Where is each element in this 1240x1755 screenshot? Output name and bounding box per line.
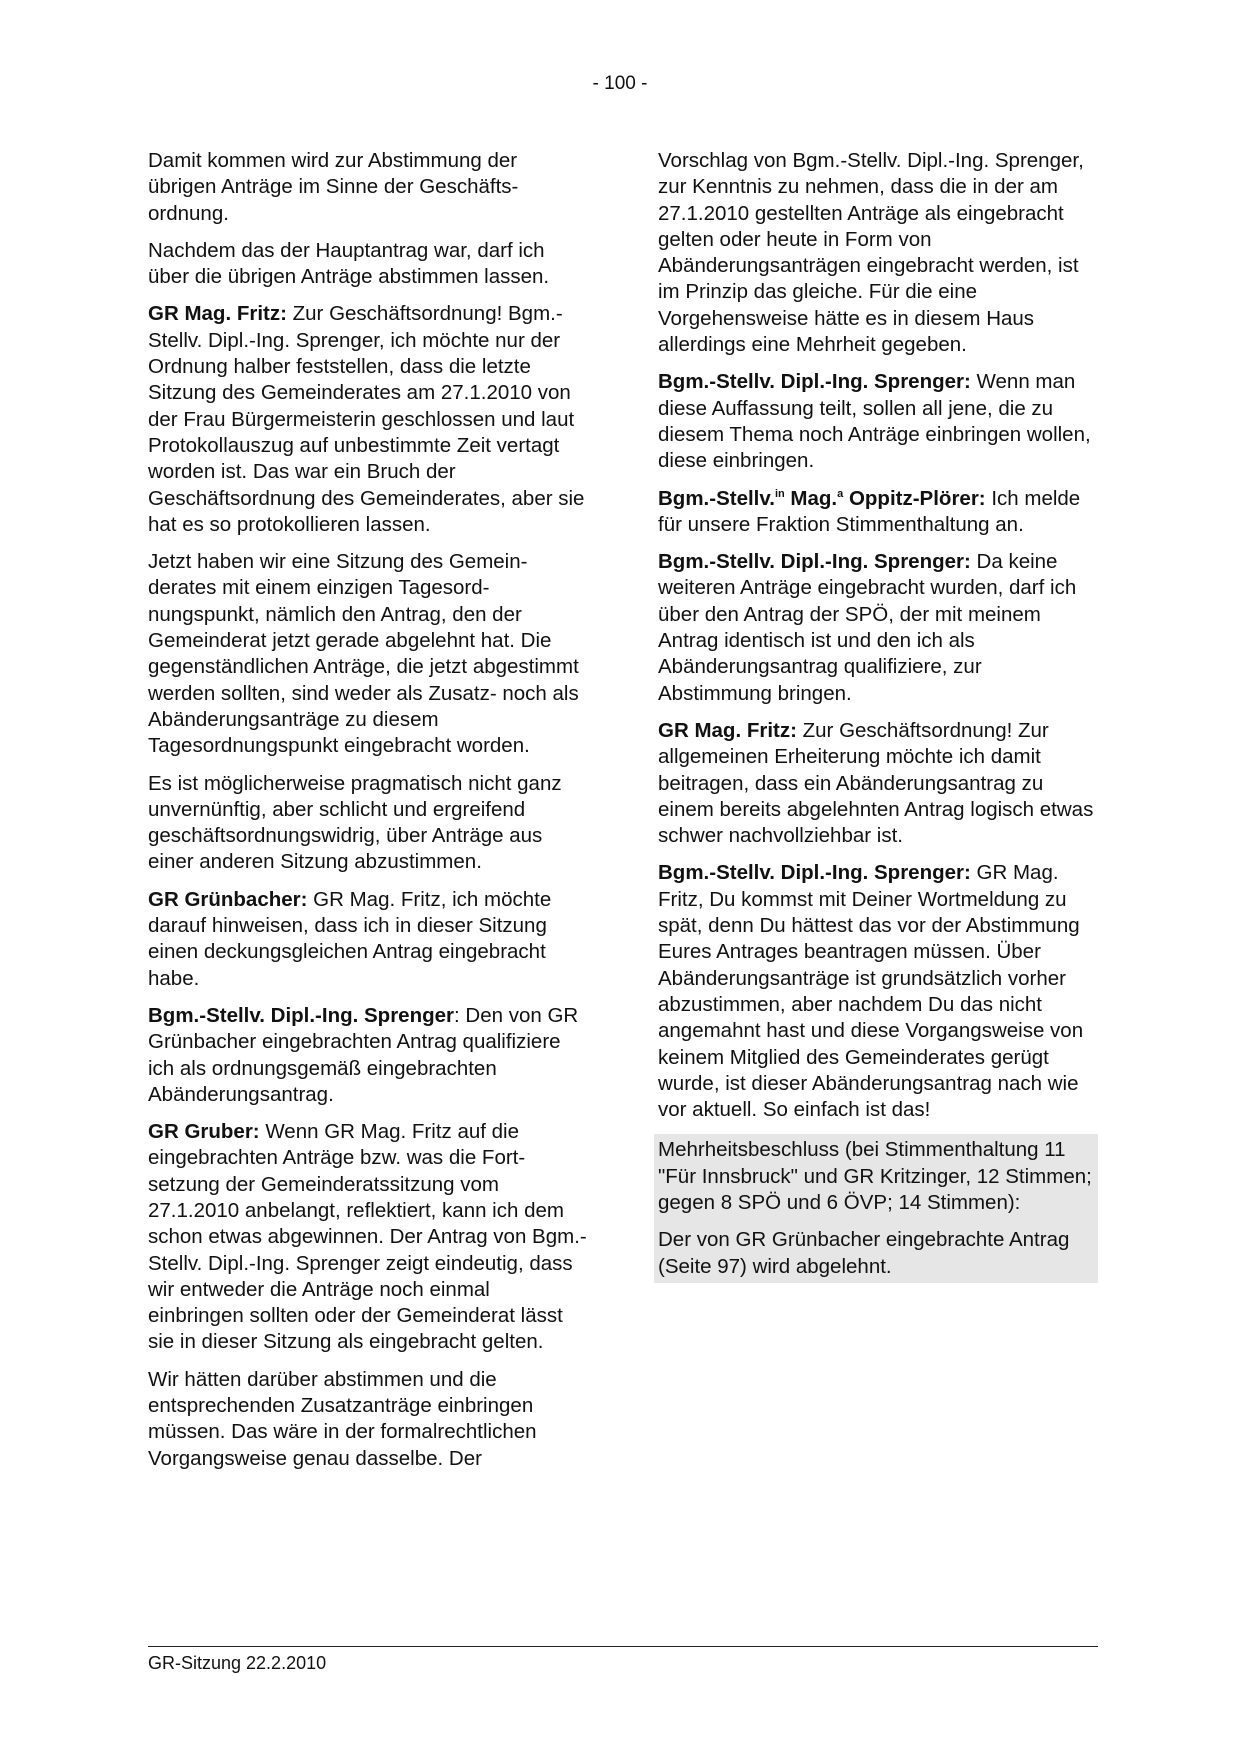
speaker-surname: Oppitz-Plörer: <box>843 486 986 510</box>
paragraph-text: Jetzt haben wir eine Sitzung des Gemeinderates mit einem einzigen Tagesordnungspunkt, nämlich den Antrag, den der Gemeinderat jetzt gerade abgelehnt hat. Die gegenständlichen Anträge, die jetzt abgestimmt werden sollten, sind weder als Zusatz- noch als Abänderungsanträge zu diesem Tagesordnungspunkt eingebracht worden. <box>148 550 579 758</box>
paragraph-text: Wir hätten darüber abstimmen und die entsprechenden Zusatzanträge einbringen müssen. Das wäre in der formalrechtlichen Vorgangsweise genau dasselbe. Der <box>148 1367 537 1470</box>
speaker-name <box>658 487 986 510</box>
superscript: a <box>837 487 844 500</box>
decision-vote-result: Mehrheitsbeschluss (bei Stimmenthaltung 11 "Für Innsbruck" und GR Kritzinger, 12 Stimmen; gegen 8 SPÖ und 6 ÖVP; 14 Stimmen): <box>658 1138 1092 1214</box>
paragraph-text: Wenn man diese Auffassung teilt, sollen all jene, die zu diesem Thema noch Anträge einbringen wollen, diese einbringen. <box>658 370 1091 473</box>
footer-divider <box>148 1646 1098 1647</box>
paragraph <box>148 301 588 538</box>
paragraph-text: Zur Geschäftsordnung! Zur allgemeinen Erheiterung möchte ich damit beitragen, dass ein Abänderungsantrag zu einem bereits abgelehnten Antrag logisch etwas schwer nachvollziehbar ist. <box>658 718 1094 848</box>
left-column <box>148 148 588 1483</box>
speaker-title: Mag. <box>784 486 838 510</box>
paragraph <box>658 860 1098 1123</box>
speaker-name: Bgm.-Stellv. Dipl.-Ing. Sprenger: <box>658 370 971 394</box>
paragraph <box>658 549 1098 707</box>
paragraph-text: Damit kommen wird zur Abstimmung der übrigen Anträge im Sinne der Geschäftsordnung. <box>148 149 519 225</box>
paragraph-text: Nachdem das der Hauptantrag war, darf ich über die übrigen Anträge abstimmen lassen. <box>148 238 550 289</box>
footer-session-date: GR-Sitzung 22.2.2010 <box>148 1653 327 1673</box>
paragraph: Vorschlag von Bgm.-Stellv. Dipl.-Ing. Sprenger, zur Kenntnis zu nehmen, dass die in der am 27.1.2010 gestellten Anträge als eingebracht gelten oder heute in Form von Abänderungsanträgen eingebracht werden, ist im Prinzip das gleiche. Für die eine Vorgehensweise hätte es in diesem Haus allerdings eine Mehrheit gegeben. <box>658 149 1084 357</box>
decision-box <box>654 1134 1098 1282</box>
paragraph <box>658 486 1098 539</box>
speaker-name: GR Mag. Fritz: <box>658 718 797 742</box>
speaker-name: Bgm.-Stellv. Dipl.-Ing. Sprenger: <box>658 550 971 574</box>
paragraph <box>148 771 588 876</box>
speaker-name: Bgm.-Stellv. Dipl.-Ing. Sprenger: <box>658 861 971 885</box>
paragraph-text: Es ist möglicherweise pragmatisch nicht ganz unvernünftig, aber schlicht und ergreifend geschäftsordnungswidrig, über Anträge aus einer anderen Sitzung abzustimmen. <box>148 771 562 874</box>
speaker-name: GR Grünbacher: <box>148 887 308 911</box>
decision-outcome: Der von GR Grünbacher eingebrachte Antrag (Seite 97) wird abgelehnt. <box>658 1228 1070 1278</box>
speaker-name: GR Mag. Fritz: <box>148 302 287 326</box>
paragraph <box>148 549 588 759</box>
paragraph <box>148 1119 588 1356</box>
paragraph <box>658 369 1098 474</box>
paragraph-text: Zur Geschäftsordnung! Bgm.-Stellv. Dipl.-Ing. Sprenger, ich möchte nur der Ordnung halber feststellen, dass die letzte Sitzung des Gemeinderates am 27.1.2010 von der Frau Bürgermeisterin geschlossen und laut Protokollauszug auf unbestimmte Zeit vertagt worden ist. Das war ein Bruch der Geschäftsordnung des Gemeinderates, aber sie hat es so protokollieren lassen. <box>148 302 585 536</box>
paragraph <box>148 148 588 227</box>
paragraph-text: : Den von GR Grünbacher eingebrachten Antrag qualifiziere ich als ordnungsgemäß eingebrachten Abänderungsantrag. <box>148 1003 579 1106</box>
paragraph-text: GR Mag. Fritz, Du kommst mit Deiner Wortmeldung zu spät, denn Du hättest das vor der Abstimmung Eures Antrages beantragen müssen. Über Abänderungsanträge ist grundsätzlich vorher abzustimmen, aber nachdem Du das nicht angemahnt hast und diese Vorgangsweise von keinem Mitglied des Gemeinderates gerügt wurde, ist dieser Abänderungsantrag nach wie vor aktuell. So einfach ist das! <box>658 861 1084 1122</box>
speaker-title: Bgm.-Stellv. <box>658 486 775 510</box>
paragraph <box>658 718 1098 849</box>
page-number: - 100 - <box>592 73 648 94</box>
paragraph <box>148 1003 588 1108</box>
right-column <box>658 148 1098 1283</box>
paragraph-text: Ich melde für unsere Fraktion Stimmenthaltung an. <box>658 486 1081 536</box>
paragraph <box>148 887 588 992</box>
speaker-name: GR Gruber: <box>148 1120 260 1144</box>
paragraph-text: GR Mag. Fritz, ich möchte darauf hinweisen, dass ich in dieser Sitzung einen deckungsgleichen Antrag eingebracht habe. <box>148 887 552 990</box>
paragraph-text: Wenn GR Mag. Fritz auf die eingebrachten Anträge bzw. was die Fortsetzung der Gemeinderatssitzung vom 27.1.2010 anbelangt, reflektiert, kann ich dem schon etwas abgewinnen. Der Antrag von Bgm.-Stellv. Dipl.-Ing. Sprenger zeigt eindeutig, dass wir entweder die Anträge noch einmal einbringen sollten oder der Gemeinderat lässt sie in dieser Sitzung als eingebracht gelten. <box>148 1120 587 1354</box>
speaker-name: Bgm.-Stellv. Dipl.-Ing. Sprenger <box>148 1003 455 1027</box>
paragraph-text: Da keine weiteren Anträge eingebracht wurden, darf ich über den Antrag der SPÖ, der mit meinem Antrag identisch ist und den ich als Abänderungsantrag qualifiziere, zur Abstimmung bringen. <box>658 550 1077 705</box>
superscript: in <box>774 487 785 500</box>
paragraph <box>148 1367 588 1472</box>
paragraph <box>148 238 588 291</box>
